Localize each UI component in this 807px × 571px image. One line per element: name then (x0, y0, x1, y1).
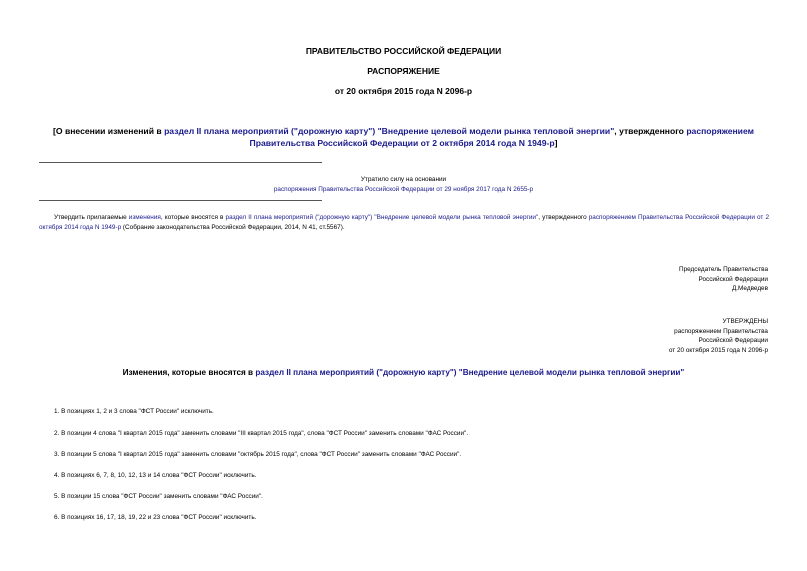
divider-bottom (39, 200, 322, 201)
changes-link[interactable]: изменения (128, 214, 161, 221)
title-open: [О внесении изменений в (53, 126, 165, 136)
signature-country: Российской Федерации (698, 275, 768, 283)
change-item: 4. В позициях 6, 7, 8, 10, 12, 13 и 14 слова "ФСТ России" исключить. (54, 472, 257, 479)
approve-text-4: (Собрание законодательства Российской Федерации, 2014, N 41, ст.5567). (121, 223, 345, 231)
government-heading: ПРАВИТЕЛЬСТВО РОССИЙСКОЙ ФЕДЕРАЦИИ (305, 46, 502, 56)
approve-text-2: , которые вносятся в (160, 214, 226, 221)
title-link-order-word[interactable]: распоряжением (686, 126, 754, 136)
change-item: 5. В позиции 15 слова "ФСТ России" заменить словами "ФАС России". (54, 493, 263, 500)
changes-title-link[interactable]: раздел II плана мероприятий ("дорожную карту") "Внедрение целевой модели рынка тепловой энергии" (255, 368, 685, 377)
approved-block (468, 317, 768, 355)
approve-paragraph (39, 213, 769, 232)
change-item: 2. В позиции 4 слова "I квартал 2015 года" заменить словами "III квартал 2015 года", слова "ФСТ России" заменить словами "ФАС России". (54, 430, 469, 437)
title-mid: , утвержденного (614, 126, 687, 136)
approved-by: распоряжением Правительства (674, 327, 768, 335)
document-type-heading: РАСПОРЯЖЕНИЕ (367, 66, 440, 76)
approved-date: от 20 октября 2015 года N 2096-р (668, 346, 768, 354)
approved-country: Российской Федерации (698, 337, 768, 345)
signature-block (468, 265, 768, 294)
document-title (40, 125, 767, 149)
divider-top (39, 162, 322, 163)
change-item: 1. В позициях 1, 2 и 3 слова "ФСТ России" исключить. (54, 408, 214, 415)
section-link[interactable]: раздел II плана мероприятий ("дорожную карту") "Внедрение целевой модели рынка тепловой энергии" (225, 214, 539, 221)
order-link-a[interactable]: распоряжением Правительства (588, 214, 683, 221)
approve-text-3: , утвержденного (538, 214, 589, 221)
title-link-section[interactable]: раздел II плана мероприятий ("дорожную карту") "Внедрение целевой модели рынка тепловой энергии" (164, 126, 615, 136)
change-item: 6. В позициях 16, 17, 18, 19, 22 и 23 слова "ФСТ России" исключить. (54, 514, 257, 521)
status-basis-link[interactable]: распоряжения Правительства Российской Федерации от 29 ноября 2017 года N 2655-р (273, 186, 534, 193)
order-link-b[interactable]: Российской Федерации от 2 октября 2014 года N 1949-р (39, 214, 770, 231)
signature-position: Председатель Правительства (679, 266, 768, 273)
approved-label: УТВЕРЖДЕНЫ (722, 318, 768, 325)
title-link-order[interactable]: Правительства Российской Федерации от 2 октября 2014 года N 1949-р (249, 138, 555, 148)
status-lost-force: Утратило силу на основании (360, 176, 447, 183)
title-close: ] (554, 138, 558, 148)
change-item: 3. В позиции 5 слова "I квартал 2015 года" заменить словами "октябрь 2015 года", слова "ФСТ России" заменить словами "ФАС России". (54, 451, 462, 458)
changes-title-text: Изменения, которые вносятся в (122, 368, 256, 377)
document-date-number: от 20 октября 2015 года N 2096-р (334, 86, 473, 96)
approve-text-1: Утвердить прилагаемые (54, 214, 129, 221)
signature-name: Д.Медведев (731, 285, 768, 293)
changes-title (0, 368, 807, 377)
